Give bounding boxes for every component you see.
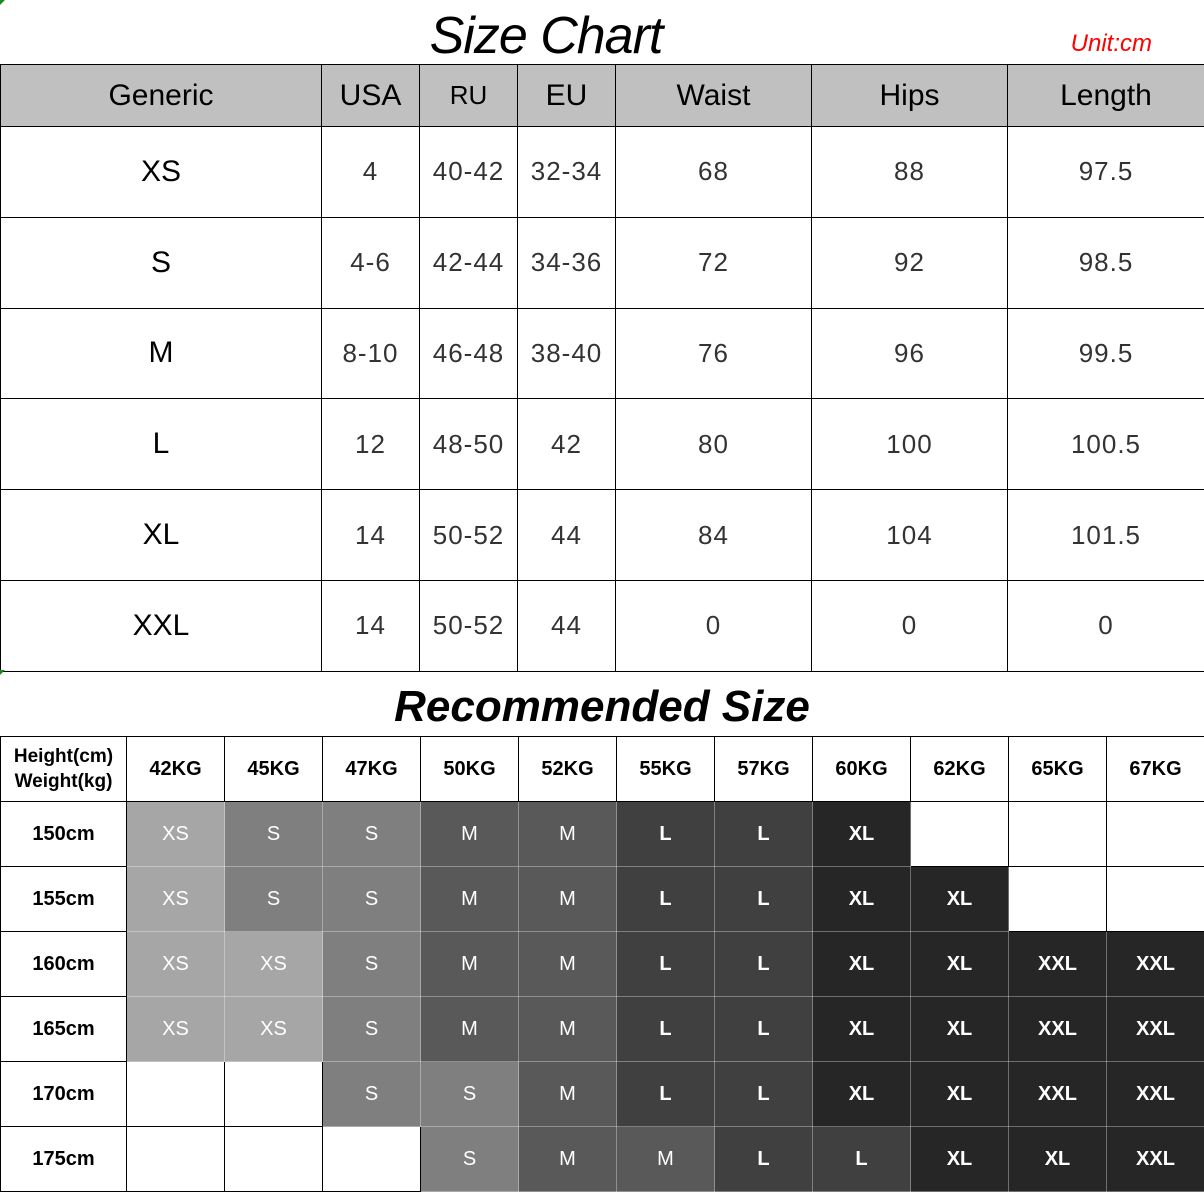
cell-usa: 12: [322, 399, 420, 490]
size-cell: XL: [911, 1127, 1009, 1192]
empty-cell: [127, 1062, 225, 1127]
weight-header: 47KG: [323, 737, 421, 802]
size-row: [1, 217, 1204, 308]
size-cell: L: [715, 1127, 813, 1192]
size-cell: XL: [911, 1062, 1009, 1127]
size-cell: L: [813, 1127, 911, 1192]
size-cell: XL: [1009, 1127, 1107, 1192]
empty-cell: [225, 1127, 323, 1192]
cell-usa: 4: [322, 127, 420, 218]
recommended-row: [1, 1062, 1204, 1127]
size-cell: M: [519, 802, 617, 867]
recommended-title: Recommended Size: [394, 682, 810, 731]
size-row: [1, 490, 1204, 581]
empty-cell: [911, 802, 1009, 867]
size-chart-header-row: [1, 65, 1204, 127]
cell-ru: 50-52: [420, 490, 518, 581]
size-cell: XL: [911, 932, 1009, 997]
size-cell: XXL: [1009, 932, 1107, 997]
size-cell: M: [617, 1127, 715, 1192]
height-label: 160cm: [1, 932, 127, 997]
header-generic: Generic: [1, 65, 322, 127]
unit-label: Unit:cm: [1070, 30, 1152, 57]
size-cell: XL: [813, 802, 911, 867]
cell-hips: 0: [812, 580, 1008, 671]
size-cell: M: [519, 997, 617, 1062]
size-cell: S: [323, 932, 421, 997]
size-cell: M: [519, 1127, 617, 1192]
cell-hips: 92: [812, 217, 1008, 308]
size-cell: M: [519, 867, 617, 932]
cell-ru: 42-44: [420, 217, 518, 308]
weight-header: 55KG: [617, 737, 715, 802]
cell-usa: 8-10: [322, 308, 420, 399]
size-cell: M: [519, 932, 617, 997]
cell-waist: 0: [616, 580, 812, 671]
cell-usa: 14: [322, 490, 420, 581]
size-cell: M: [421, 932, 519, 997]
cell-waist: 80: [616, 399, 812, 490]
size-cell: XXL: [1107, 932, 1204, 997]
recommended-row: [1, 867, 1204, 932]
size-cell: M: [519, 1062, 617, 1127]
cell-length: 98.5: [1008, 217, 1204, 308]
size-cell: S: [323, 1062, 421, 1127]
size-cell: L: [715, 932, 813, 997]
size-cell: L: [617, 932, 715, 997]
size-chart-table: [0, 64, 1204, 672]
size-cell: XXL: [1009, 997, 1107, 1062]
weight-axis-label: Weight(kg): [14, 771, 113, 792]
cell-waist: 72: [616, 217, 812, 308]
height-label: 175cm: [1, 1127, 127, 1192]
cell-length: 0: [1008, 580, 1204, 671]
height-label: 155cm: [1, 867, 127, 932]
cell-generic: L: [1, 399, 322, 490]
size-cell: XL: [813, 867, 911, 932]
cell-waist: 84: [616, 490, 812, 581]
size-cell: L: [617, 1062, 715, 1127]
cell-generic: XS: [1, 127, 322, 218]
cell-length: 99.5: [1008, 308, 1204, 399]
cell-eu: 32-34: [518, 127, 616, 218]
cell-usa: 4-6: [322, 217, 420, 308]
size-cell: XL: [813, 932, 911, 997]
size-cell: L: [617, 867, 715, 932]
cell-ru: 40-42: [420, 127, 518, 218]
empty-cell: [1107, 802, 1204, 867]
cell-generic: XXL: [1, 580, 322, 671]
size-cell: S: [421, 1062, 519, 1127]
cell-waist: 76: [616, 308, 812, 399]
size-cell: M: [421, 867, 519, 932]
size-cell: XL: [813, 1062, 911, 1127]
size-cell: XXL: [1009, 1062, 1107, 1127]
cell-usa: 14: [322, 580, 420, 671]
empty-cell: [1107, 867, 1204, 932]
size-row: [1, 399, 1204, 490]
size-cell: S: [225, 867, 323, 932]
header-eu: EU: [518, 65, 616, 127]
empty-cell: [1009, 867, 1107, 932]
cell-eu: 44: [518, 490, 616, 581]
size-cell: XS: [127, 867, 225, 932]
recommended-size-table: [0, 736, 1204, 1192]
weight-header: 45KG: [225, 737, 323, 802]
empty-cell: [1009, 802, 1107, 867]
cell-ru: 46-48: [420, 308, 518, 399]
cell-ru: 48-50: [420, 399, 518, 490]
recommended-row: [1, 1127, 1204, 1192]
weight-header: 52KG: [519, 737, 617, 802]
size-cell: XL: [911, 997, 1009, 1062]
cell-eu: 38-40: [518, 308, 616, 399]
cell-eu: 34-36: [518, 217, 616, 308]
header-length: Length: [1008, 65, 1204, 127]
cell-length: 101.5: [1008, 490, 1204, 581]
cell-generic: S: [1, 217, 322, 308]
size-cell: XXL: [1107, 997, 1204, 1062]
size-cell: M: [421, 802, 519, 867]
weight-header: 62KG: [911, 737, 1009, 802]
cell-eu: 44: [518, 580, 616, 671]
recommended-row: [1, 802, 1204, 867]
recommended-row: [1, 997, 1204, 1062]
cell-waist: 68: [616, 127, 812, 218]
header-ru: RU: [420, 65, 518, 127]
size-cell: XS: [225, 932, 323, 997]
size-cell: XL: [813, 997, 911, 1062]
header-usa: USA: [322, 65, 420, 127]
cell-generic: M: [1, 308, 322, 399]
size-cell: L: [715, 867, 813, 932]
recommended-header-row: [1, 737, 1204, 802]
weight-header: 57KG: [715, 737, 813, 802]
size-cell: XS: [225, 997, 323, 1062]
weight-header: 65KG: [1009, 737, 1107, 802]
cell-hips: 88: [812, 127, 1008, 218]
cell-generic: XL: [1, 490, 322, 581]
cell-ru: 50-52: [420, 580, 518, 671]
size-cell: L: [715, 802, 813, 867]
size-cell: XS: [127, 932, 225, 997]
size-cell: S: [421, 1127, 519, 1192]
size-row: [1, 127, 1204, 218]
height-label: 150cm: [1, 802, 127, 867]
header-hips: Hips: [812, 65, 1008, 127]
height-label: 170cm: [1, 1062, 127, 1127]
size-cell: XXL: [1107, 1127, 1204, 1192]
corner-label: [1, 737, 127, 802]
size-cell: M: [421, 997, 519, 1062]
height-label: 165cm: [1, 997, 127, 1062]
size-cell: L: [715, 997, 813, 1062]
empty-cell: [225, 1062, 323, 1127]
size-cell: XS: [127, 997, 225, 1062]
size-chart-header: [0, 0, 1204, 64]
header-waist: Waist: [616, 65, 812, 127]
cell-hips: 96: [812, 308, 1008, 399]
empty-cell: [323, 1127, 421, 1192]
empty-cell: [127, 1127, 225, 1192]
cell-length: 100.5: [1008, 399, 1204, 490]
size-cell: S: [323, 802, 421, 867]
cell-length: 97.5: [1008, 127, 1204, 218]
size-cell: S: [323, 867, 421, 932]
height-axis-label: Height(cm): [13, 746, 114, 767]
size-cell: L: [617, 802, 715, 867]
cell-hips: 104: [812, 490, 1008, 581]
weight-header: 50KG: [421, 737, 519, 802]
weight-header: 42KG: [127, 737, 225, 802]
size-row: [1, 580, 1204, 671]
cell-eu: 42: [518, 399, 616, 490]
size-row: [1, 308, 1204, 399]
size-cell: XS: [127, 802, 225, 867]
weight-header: 60KG: [813, 737, 911, 802]
size-cell: XL: [911, 867, 1009, 932]
size-cell: L: [617, 997, 715, 1062]
size-cell: L: [715, 1062, 813, 1127]
recommended-row: [1, 932, 1204, 997]
size-cell: XXL: [1107, 1062, 1204, 1127]
cell-hips: 100: [812, 399, 1008, 490]
weight-header: 67KG: [1107, 737, 1204, 802]
page-title: Size Chart: [429, 7, 663, 65]
size-cell: S: [323, 997, 421, 1062]
size-cell: S: [225, 802, 323, 867]
